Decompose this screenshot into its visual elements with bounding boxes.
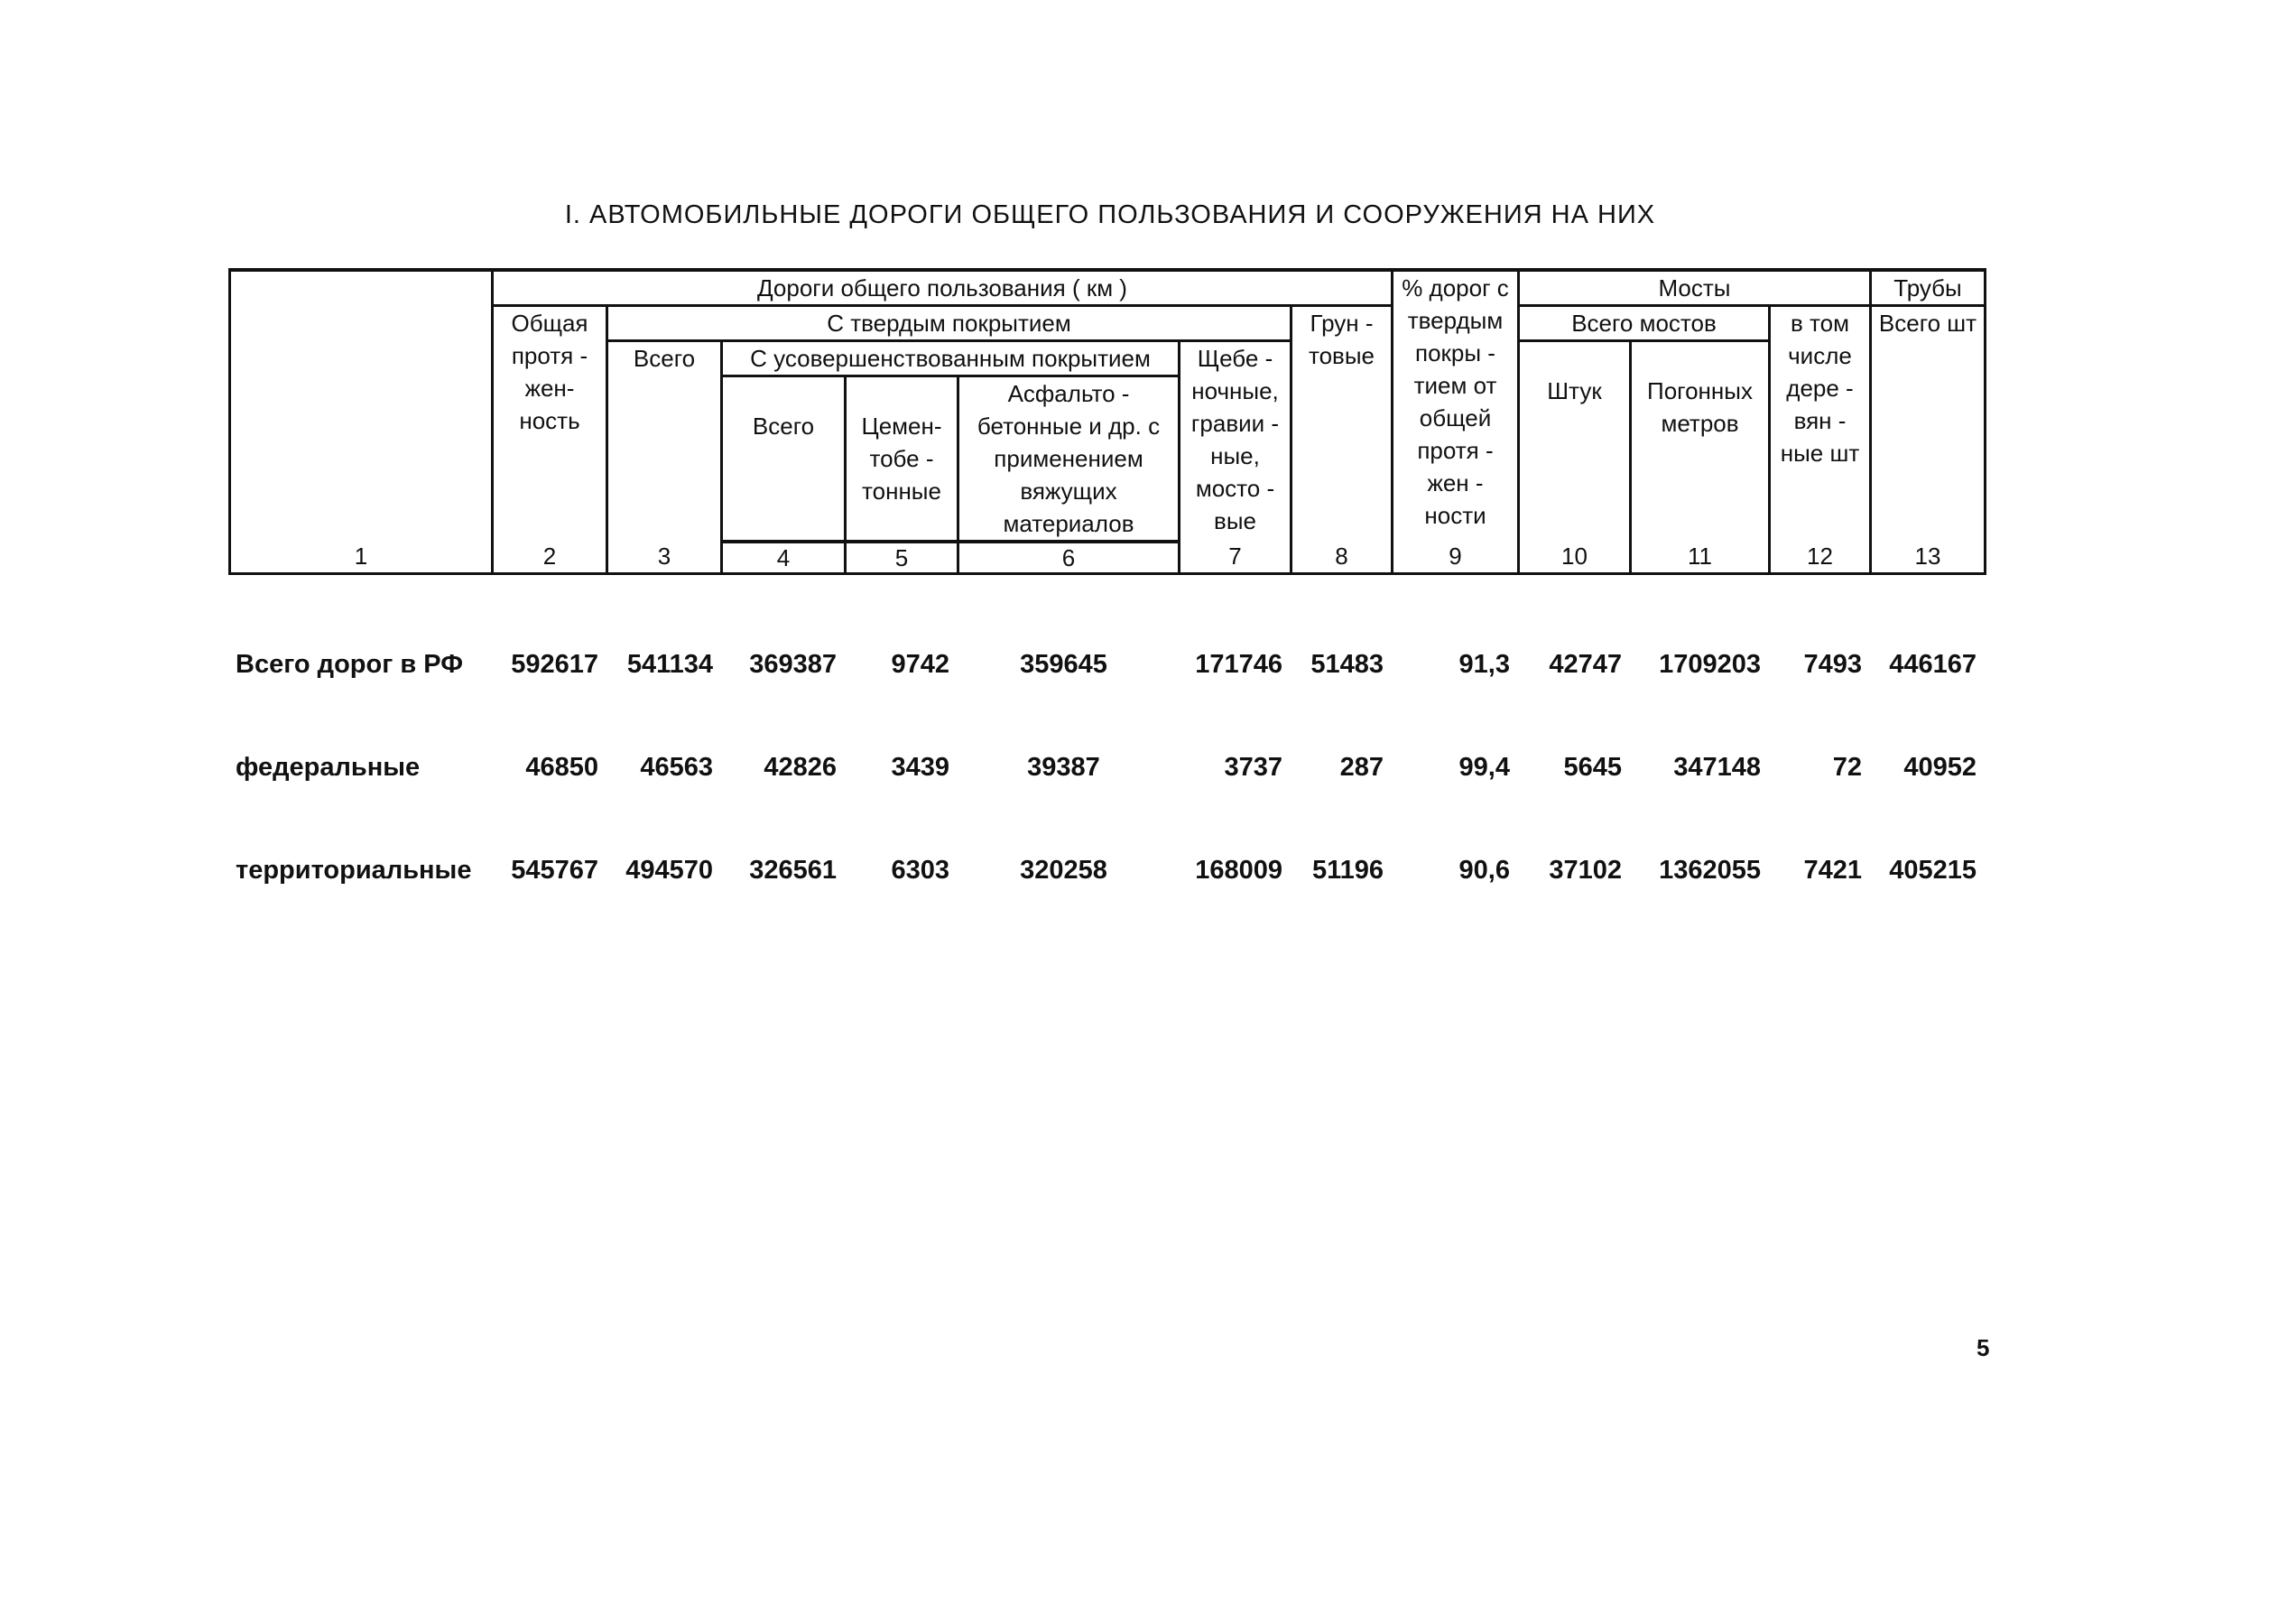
table-header xyxy=(228,268,1986,575)
hard-surface-header: С твердым покрытием xyxy=(607,306,1292,341)
column-numbers-row xyxy=(230,542,1986,574)
bridges-meters-header: Погонных метров xyxy=(1631,341,1770,543)
cell: 494570 xyxy=(625,856,713,885)
cell: 51483 xyxy=(1310,650,1384,679)
cell: 40952 xyxy=(1903,753,1977,782)
table-row xyxy=(228,650,1984,753)
pipes-group-header: Трубы xyxy=(1871,270,1986,306)
cell: 9742 xyxy=(891,650,949,679)
cell: 6303 xyxy=(891,856,949,885)
wooden-bridges-header: в том числе дере - вян - ные шт xyxy=(1770,306,1871,543)
cell: 446167 xyxy=(1889,650,1977,679)
cell: 541134 xyxy=(626,650,713,679)
cell: 3737 xyxy=(1224,753,1282,782)
cell: 51196 xyxy=(1311,856,1384,885)
cell: 592617 xyxy=(511,650,598,679)
column-number: 8 xyxy=(1292,542,1393,574)
cell: 37102 xyxy=(1549,856,1622,885)
cell: 91,3 xyxy=(1458,650,1510,679)
cell: 545767 xyxy=(511,856,598,885)
column-number: 10 xyxy=(1519,542,1631,574)
cell: 72 xyxy=(1832,753,1862,782)
cell: 320258 xyxy=(1020,856,1107,885)
cell: 39387 xyxy=(1027,753,1100,782)
column-number: 7 xyxy=(1180,542,1292,574)
percent-header: % дорог с твердым покры - тием от общей протя - жен - ности xyxy=(1393,270,1519,542)
row-label: федеральные xyxy=(236,753,421,782)
cell: 99,4 xyxy=(1458,753,1510,782)
ground-header: Грун - товые xyxy=(1292,306,1393,543)
column-number: 1 xyxy=(230,542,493,574)
cell: 168009 xyxy=(1195,856,1282,885)
cell: 42747 xyxy=(1549,650,1622,679)
total-length-header: Общая протя - жен- ность xyxy=(493,306,607,543)
bridges-group-header: Мосты xyxy=(1519,270,1871,306)
cement-header: Цемен- тобе - тонные xyxy=(846,376,958,543)
improved-total-header: Всего xyxy=(722,376,846,543)
column-number: 6 xyxy=(958,542,1180,574)
stub-header-cell xyxy=(230,270,493,542)
cell: 1709203 xyxy=(1659,650,1761,679)
cell: 326561 xyxy=(749,856,837,885)
table-row xyxy=(228,753,1984,856)
row-label: территориальные xyxy=(236,856,472,885)
asphalt-header: Асфальто - бетонные и др. с применением вяжущих материалов xyxy=(958,376,1180,543)
cell: 369387 xyxy=(749,650,837,679)
column-number: 9 xyxy=(1393,542,1519,574)
cell: 46563 xyxy=(640,753,713,782)
page-number: 5 xyxy=(1977,1334,1990,1361)
pipes-total-header: Всего шт xyxy=(1871,306,1986,543)
cell: 46850 xyxy=(525,753,598,782)
table-row xyxy=(228,856,1984,959)
cell: 287 xyxy=(1339,753,1384,782)
cell: 1362055 xyxy=(1659,856,1761,885)
cell: 90,6 xyxy=(1458,856,1510,885)
row-label: Всего дорог в РФ xyxy=(236,650,463,679)
column-number: 12 xyxy=(1770,542,1871,574)
cell: 359645 xyxy=(1020,650,1107,679)
data-table xyxy=(228,650,1984,959)
roads-group-header: Дороги общего пользования ( км ) xyxy=(493,270,1393,306)
hard-total-header: Всего xyxy=(607,341,722,543)
cell: 42826 xyxy=(764,753,837,782)
column-number: 3 xyxy=(607,542,722,574)
gravel-header: Щебе - ночные, гравии - ные, мосто - вые xyxy=(1180,341,1292,543)
cell: 7421 xyxy=(1803,856,1862,885)
column-number: 4 xyxy=(722,542,846,574)
cell: 347148 xyxy=(1673,753,1761,782)
column-number: 13 xyxy=(1871,542,1986,574)
cell: 405215 xyxy=(1889,856,1977,885)
improved-surface-header: С усовершенствованным покрытием xyxy=(722,341,1180,376)
column-number: 11 xyxy=(1631,542,1770,574)
bridges-count-header: Штук xyxy=(1519,341,1631,543)
column-number: 5 xyxy=(846,542,958,574)
page-title: I. АВТОМОБИЛЬНЫЕ ДОРОГИ ОБЩЕГО ПОЛЬЗОВАНИЯ И СООРУЖЕНИЯ НА НИХ xyxy=(564,200,1656,229)
cell: 7493 xyxy=(1803,650,1862,679)
cell: 3439 xyxy=(891,753,949,782)
cell: 171746 xyxy=(1195,650,1282,679)
column-number: 2 xyxy=(493,542,607,574)
bridges-total-header: Всего мостов xyxy=(1519,306,1770,341)
cell: 5645 xyxy=(1563,753,1622,782)
